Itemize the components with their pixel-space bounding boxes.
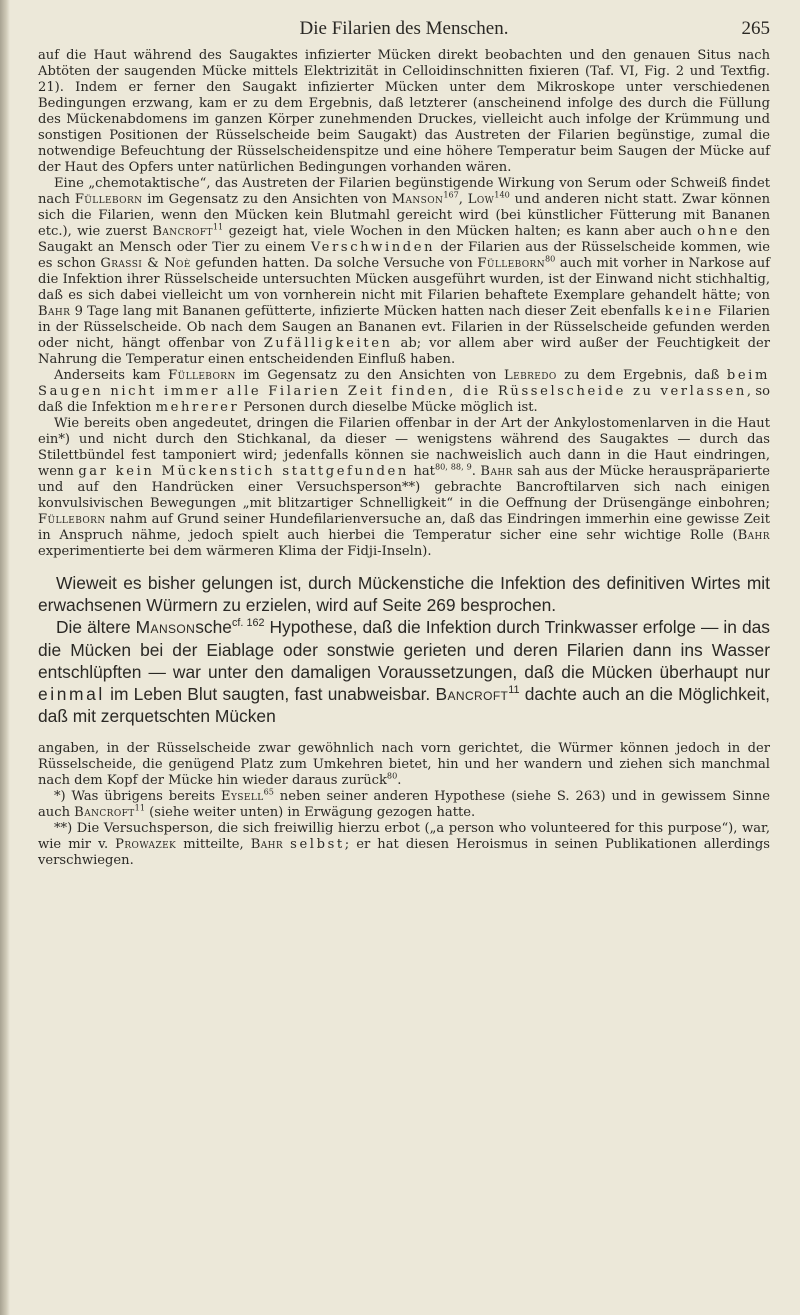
- text: nahm auf Grund seiner Hundefilarienversuche an, daß das Eindringen immerhin eine gewisse Zeit in Anspruch nähme, jedoch spielt auch hierbei die Temperatur sicher eine sehr wichtige Rolle (: [38, 512, 770, 543]
- emphasis: Verschwinden: [310, 240, 436, 255]
- text: mitteilte,: [176, 837, 251, 853]
- spacer: [38, 560, 770, 572]
- text: Eine „chemotaktische“, das Austreten der Filarien begünstigende Wirkung von Serum oder Schweiß findet nach: [38, 176, 770, 207]
- text: .: [397, 773, 402, 789]
- text: hat: [408, 464, 435, 479]
- paragraph-4: [38, 416, 770, 560]
- author-name: Fülleborn: [38, 512, 106, 527]
- text: und anderen nicht statt. Zwar können sich die Filarien, wenn den Mücken kein Blutmahl gereicht wird (bei künstlicher Fütterung mit Bananen etc.), wie zuerst: [38, 192, 771, 239]
- emphasis: keine: [664, 304, 714, 319]
- text: , so daß die Infektion: [38, 384, 771, 415]
- book-page: [38, 18, 770, 869]
- footnote-2: [38, 821, 770, 869]
- spacer: [38, 727, 770, 741]
- text: Anderseits kam: [54, 368, 169, 383]
- author-name: Grassi & Noè: [100, 256, 191, 271]
- paragraph-3: [38, 368, 770, 416]
- author-name: Low: [467, 192, 495, 207]
- paragraph-1: [38, 48, 770, 176]
- author-name: Fülleborn: [74, 192, 143, 207]
- emphasis: selbst: [290, 837, 345, 853]
- author-name: Bahr: [480, 464, 513, 479]
- author-name: Bahr: [737, 528, 770, 543]
- text: Die ältere: [56, 617, 136, 638]
- text: 9 Tage lang mit Bananen gefütterte, infizierte Mücken hatten nach dieser Zeit ebenfalls: [70, 304, 665, 319]
- paragraph-2: [38, 176, 770, 368]
- text: auch mit vorher in Narkose auf die Infektion ihrer Rüsselscheide untersuchten Mücken ausgeführt wurden, ist der Einwand nicht stichhaltig, daß es sich dabei vielleicht um von vornherein nicht mit Filarien behaftete Exemplare gehandelt hätte; von: [38, 256, 770, 303]
- book-spine-shadow: [0, 0, 10, 1315]
- author-name: Eysell: [220, 789, 264, 805]
- author-name: Bancroft: [435, 684, 509, 705]
- citation-ref: cf. 162: [231, 617, 265, 630]
- text: experimentierte bei dem wärmeren Klima der Fidji-Inseln).: [38, 544, 432, 559]
- author-name: Bancroft: [152, 224, 213, 239]
- text: im Gegensatz zu den Ansichten von: [142, 192, 392, 207]
- paragraph-6: [38, 616, 770, 727]
- author-name: Lebredo: [504, 368, 557, 383]
- author-name: Fülleborn: [168, 368, 236, 383]
- text: dachte auch an die Möglichkeit, daß mit zerquetschten Mücken: [38, 684, 770, 727]
- text: zu dem Ergebnis, daß: [556, 368, 727, 383]
- citation-ref: 140: [494, 189, 510, 200]
- author-name: Bahr: [250, 837, 284, 853]
- citation-ref: 80: [386, 771, 398, 782]
- footnote-continuation: [38, 741, 770, 789]
- emphasis: einmal: [38, 684, 105, 705]
- text: den Saugakt an Mensch oder Tier zu einem: [38, 224, 770, 255]
- text: sah aus der Mücke herauspräparierte und auf den Handrücken einer Versuchsperson**) gebrachte Bancroftilarven sich nach einigen konvulsivischen Bewegungen „mit blitzartiger Schnelligkeit“ in die Oeffnung der Drüsengänge einbohren;: [38, 464, 770, 511]
- citation-ref: 11: [134, 803, 145, 814]
- citation-ref: 80, 88, 9: [434, 461, 472, 472]
- text: der Filarien aus der Rüsselscheide kommen, wie es schon: [38, 240, 770, 271]
- text: sche: [195, 617, 232, 638]
- citation-ref: 11: [508, 684, 520, 697]
- text: angaben, in der Rüsselscheide zwar gewöhnlich nach vorn gerichtet, die Würmer können jedoch in der Rüsselscheide, die genügend Platz zum Umkehren bietet, hin und her wandern und ziehen sich manchmal nach dem Kopf der Mücke hin wieder daraus zurück: [38, 741, 770, 789]
- text: im Gegensatz zu den Ansichten von: [235, 368, 504, 383]
- author-name: Prowazek: [115, 837, 177, 853]
- emphasis: mehrerer: [155, 400, 240, 415]
- text: auf die Haut während des Saugaktes infizierter Mücken direkt beobachten und den genauen Situs nach Abtöten der saugenden Mücke mittels Elektrizität in Celloidinschnitten fixieren (Taf. VI, Fig. 2 und Textfig. 21). Indem er ferner den Saugakt infizierter Mücken unter dem Mikroskope unter verschiedenen Bedingungen erzwang, kam er zu dem Ergebnis, daß letzterer (anscheinend infolge des durch die Füllung des Mückenabdomens im ganzen Körper zunehmenden Druckes, vielleicht auch infolge der Krümmung und sonstigen Positionen der Rüsselscheide beim Saugakt) das Austreten der Filarien begünstige, zumal die notwendige Befeuchtung der Rüsselscheidenspitze und eine höhere Temperatur beim Saugen der Mücke auf der Haut des Opfers unter natürlichen Bedingungen vorhanden wären.: [38, 48, 770, 175]
- text: **) Die Versuchsperson, die sich freiwillig hierzu erbot („a person who volunteered for this purpose“), war, wie mir v.: [38, 821, 770, 853]
- citation-ref: 65: [263, 787, 274, 798]
- text: Hypothese, daß die Infektion durch Trinkwasser erfolge — in das die Mücken bei der Eiablage oder sonstwie gerieten und deren Filarien dann ins Wasser entschlüpften — war unter den damaligen Voraussetzungen, daß die Mücken überhaupt nur: [38, 617, 770, 682]
- emphasis: ohne: [697, 224, 741, 239]
- text: ; er hat diesen Heroismus in seinen Publikationen allerdings verschwiegen.: [38, 837, 770, 869]
- text: Wieweit es bisher gelungen ist, durch Mückenstiche die Infektion des definitiven Wirtes mit erwachsenen Würmern zu erzielen, wird auf Seite 269 besprochen.: [38, 573, 770, 616]
- running-head: [38, 18, 770, 48]
- text: Filarien in der Rüsselscheide. Ob nach dem Saugen an Bananen evt. Filarien in der Rüsselscheide gefunden werden oder nicht, hängt offenbar von: [38, 304, 770, 351]
- paragraph-5: [38, 572, 770, 616]
- citation-ref: 167: [443, 189, 459, 200]
- author-name: Bahr: [38, 304, 71, 319]
- author-name: Bancroft: [74, 805, 135, 821]
- author-name: Manson: [135, 617, 196, 638]
- text: gezeigt hat, viele Wochen in den Mücken halten; es kann aber auch: [223, 224, 698, 239]
- author-name: Manson: [391, 192, 444, 207]
- author-name: Fülleborn: [477, 256, 546, 271]
- emphasis: gar kein Mückenstich stattgefunden: [78, 464, 409, 479]
- text: (siehe weiter unten) in Erwägung gezogen hatte.: [145, 805, 476, 821]
- emphasis: Zufälligkeiten: [263, 336, 393, 351]
- text: Personen durch dieselbe Mücke möglich ist.: [239, 400, 538, 415]
- citation-ref: 11: [212, 221, 224, 232]
- citation-ref: 80: [545, 253, 556, 264]
- text: .: [471, 464, 481, 479]
- text: ,: [458, 192, 468, 207]
- footnote-1: [38, 789, 770, 821]
- text: ab; vor allem aber wird außer der Feuchtigkeit der Nahrung die Temperatur einen entscheidenden Einfluß haben.: [38, 336, 770, 367]
- text: gefunden hatten. Da solche Versuche von: [190, 256, 478, 271]
- running-title: Die Filarien des Menschen.: [299, 18, 509, 39]
- text: Wie bereits oben angedeutet, dringen die Filarien offenbar in der Art der Ankylostomenlarven in die Haut ein*) und nicht durch den Stichkanal, da dieser — wenigstens während des Saugaktes — durch das Stilettbündel fest tamponiert wird; jedenfalls können sie nachweislich auch dann in die Haut eindringen, wenn: [38, 416, 770, 479]
- text: *) Was übrigens bereits: [54, 789, 221, 805]
- page-number: 265: [741, 18, 770, 39]
- emphasis: beim Saugen nicht immer alle Filarien Zeit finden, die Rüsselscheide zu verlassen: [38, 368, 770, 399]
- text: im Leben Blut saugten, fast unabweisbar.: [104, 684, 436, 705]
- text: neben seiner anderen Hypothese (siehe S. 263) und in gewissem Sinne auch: [38, 789, 770, 821]
